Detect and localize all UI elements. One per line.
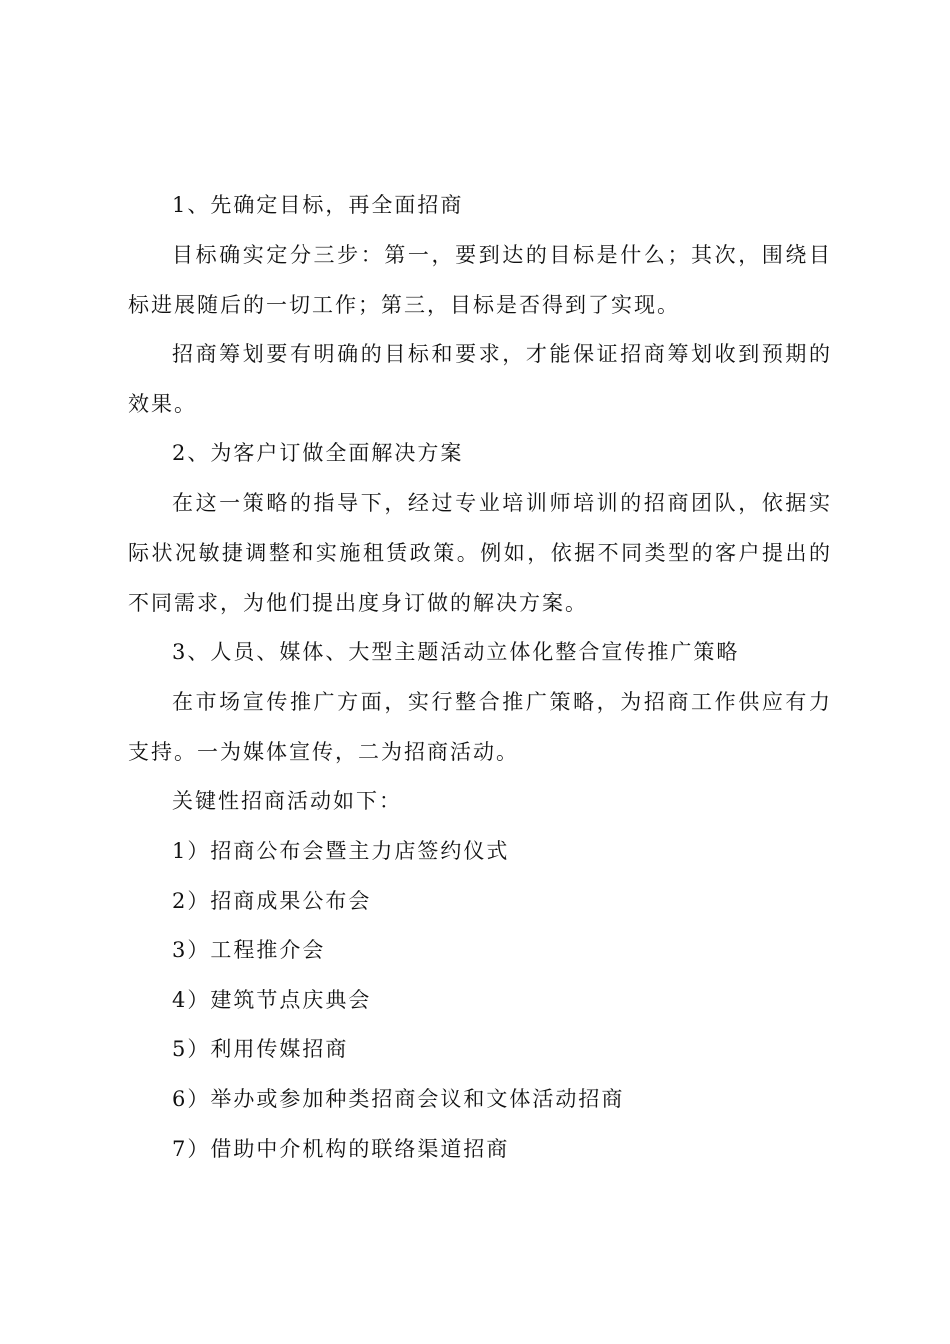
paragraph-goal-requirements: 招商筹划要有明确的目标和要求，才能保证招商筹划收到预期的效果。 — [128, 342, 832, 416]
list-item: 2）招商成果公布会 — [172, 889, 372, 913]
section-heading-1: 1、先确定目标，再全面招商 — [172, 193, 464, 217]
list-item: 7）借助中介机构的联络渠道招商 — [172, 1137, 510, 1161]
list-item: 4）建筑节点庆典会 — [172, 988, 372, 1012]
paragraph-key-activities-intro: 关键性招商活动如下： — [172, 789, 402, 813]
paragraph-custom-solution: 在这一策略的指导下，经过专业培训师培训的招商团队，依据实际状况敏捷调整和实施租赁政策。例如，依据不同类型的客户提出的不同需求，为他们提出度身订做的解决方案。 — [128, 491, 832, 615]
paragraph-promotion: 在市场宣传推广方面，实行整合推广策略，为招商工作供应有力支持。一为媒体宣传，二为招商活动。 — [128, 690, 832, 764]
section-heading-2: 2、为客户订做全面解决方案 — [172, 441, 464, 465]
paragraph-goal-steps: 目标确实定分三步：第一，要到达的目标是什么；其次，围绕目标进展随后的一切工作；第三，目标是否得到了实现。 — [128, 243, 832, 317]
list-item: 1）招商公布会暨主力店签约仪式 — [172, 839, 510, 863]
list-item: 6）举办或参加种类招商会议和文体活动招商 — [172, 1087, 625, 1111]
section-heading-3: 3、人员、媒体、大型主题活动立体化整合宣传推广策略 — [172, 640, 740, 664]
list-item: 3）工程推介会 — [172, 938, 326, 962]
list-item: 5）利用传媒招商 — [172, 1037, 349, 1061]
